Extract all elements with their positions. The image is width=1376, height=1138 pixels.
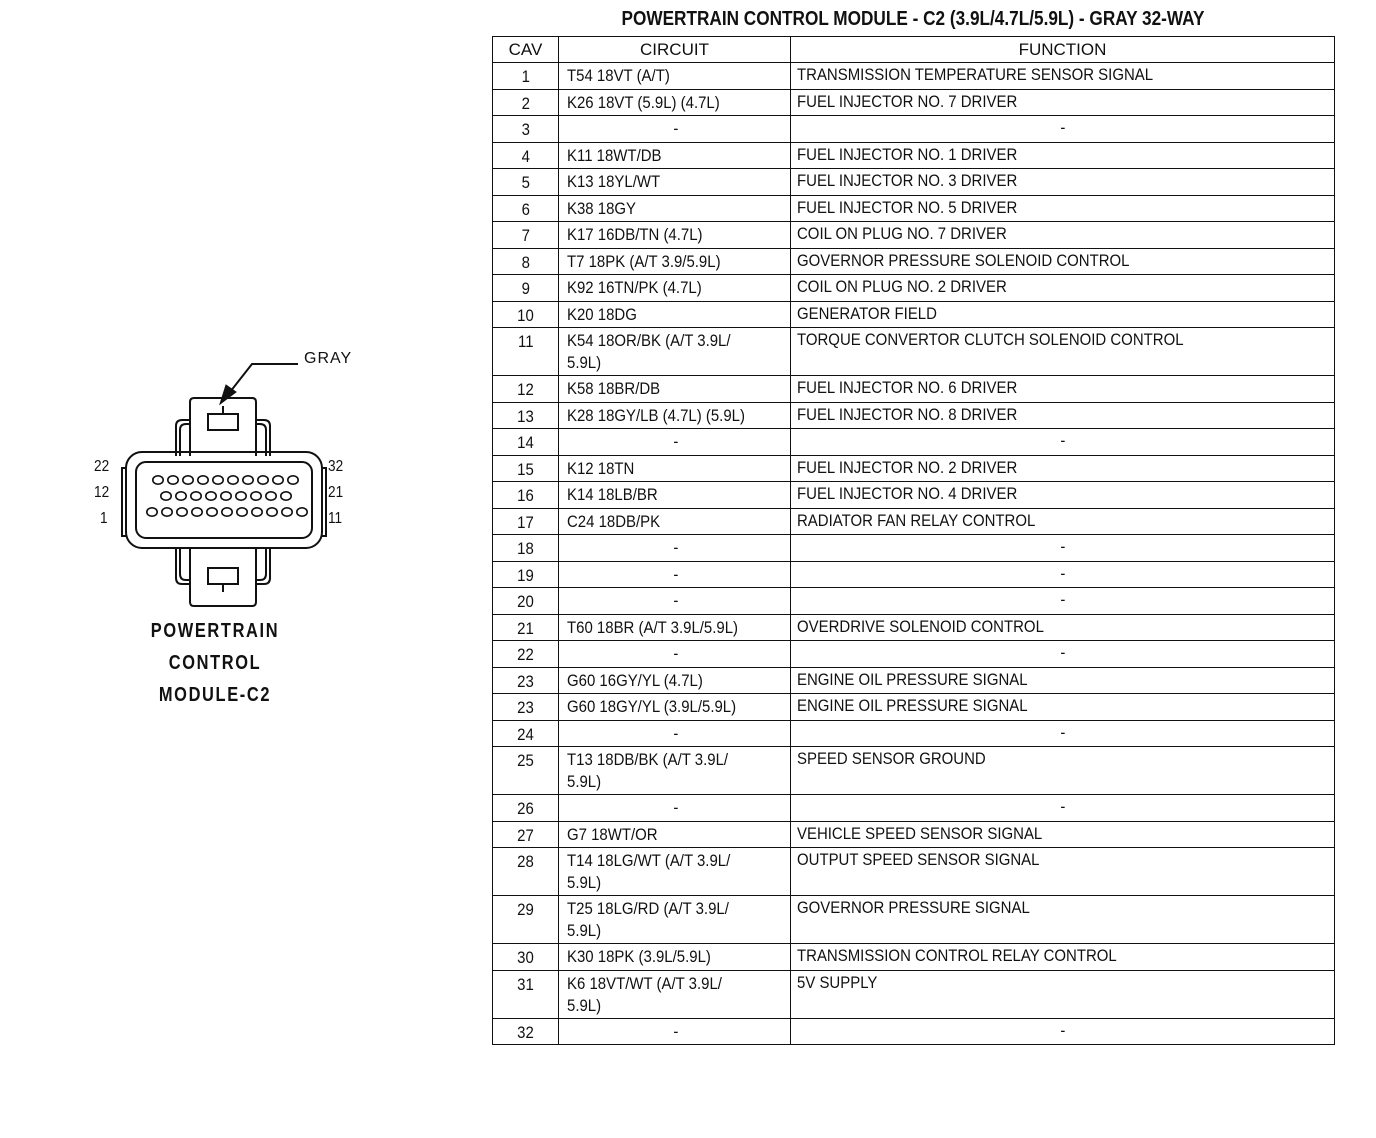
pinout-table: [492, 36, 1335, 1045]
function-cell: [791, 944, 1335, 971]
circuit-cell: [559, 747, 791, 795]
cav-cell: [493, 222, 559, 249]
table-row: [493, 142, 1335, 169]
circuit-cell: [559, 63, 791, 90]
circuit-cell: [559, 588, 791, 615]
pin-cavity: [153, 476, 163, 484]
circuit-cell-text: C24 18DB/PK: [567, 511, 661, 531]
cav-cell-text: 24: [517, 724, 534, 744]
function-cell-text: TORQUE CONVERTOR CLUTCH SOLENOID CONTROL: [797, 330, 1184, 349]
cav-cell: [493, 429, 559, 456]
table-row: [493, 944, 1335, 971]
table-row: [493, 402, 1335, 429]
cav-cell: [493, 116, 559, 143]
table-row: [493, 970, 1335, 1018]
table-row: [493, 896, 1335, 944]
function-cell: [791, 694, 1335, 721]
circuit-cell-text: -: [672, 798, 678, 817]
circuit-cell-text: K11 18WT/DB: [567, 145, 662, 165]
circuit-cell: [559, 248, 791, 275]
table-row: [493, 455, 1335, 482]
cav-cell: [493, 848, 559, 896]
table-row: [493, 169, 1335, 196]
circuit-cell-text: -: [672, 432, 678, 451]
function-cell-text: OUTPUT SPEED SENSOR SIGNAL: [797, 850, 1040, 869]
circuit-cell: [559, 795, 791, 822]
function-cell: [791, 195, 1335, 222]
table-row: [493, 720, 1335, 747]
table-row: [493, 747, 1335, 795]
cav-cell-text: 25: [517, 751, 534, 770]
table-row: [493, 821, 1335, 848]
circuit-cell: [559, 301, 791, 328]
circuit-cell-text: -: [672, 564, 678, 584]
header-cav: CAV: [493, 37, 559, 63]
function-cell: [791, 248, 1335, 275]
cav-cell-text: 15: [517, 459, 534, 479]
cav-cell: [493, 508, 559, 535]
pin-cavity: [297, 508, 307, 516]
circuit-cell-text: T13 18DB/BK (A/T 3.9L/ 5.9L): [567, 750, 729, 791]
pin-label-21: 21: [328, 484, 344, 501]
pin-cavity: [222, 508, 232, 516]
circuit-cell-text: K38 18GY: [567, 198, 637, 218]
pin-cavity: [206, 492, 216, 500]
function-cell: [791, 970, 1335, 1018]
circuit-cell-text: K30 18PK (3.9L/5.9L): [567, 947, 711, 966]
pin-cavity: [267, 508, 277, 516]
function-cell-text: -: [1059, 563, 1065, 583]
cav-cell: [493, 561, 559, 588]
cav-cell-text: 32: [517, 1022, 534, 1042]
cav-cell-text: 23: [517, 671, 534, 691]
cav-cell-text: 20: [517, 592, 534, 611]
cav-cell: [493, 1018, 559, 1045]
pin-cavity: [258, 476, 268, 484]
function-cell: [791, 535, 1335, 562]
function-cell-text: -: [1059, 722, 1065, 742]
function-cell: [791, 116, 1335, 143]
function-cell: [791, 641, 1335, 668]
cav-cell-text: 9: [521, 279, 530, 298]
circuit-cell-text: T54 18VT (A/T): [567, 66, 670, 85]
function-cell: [791, 402, 1335, 429]
table-row: [493, 694, 1335, 721]
circuit-cell: [559, 89, 791, 116]
function-cell: [791, 747, 1335, 795]
cav-cell-text: 7: [521, 226, 530, 245]
circuit-cell-text: -: [672, 119, 678, 138]
circuit-cell-text: -: [672, 538, 678, 557]
circuit-cell: [559, 821, 791, 848]
cav-cell: [493, 275, 559, 302]
table-row: [493, 641, 1335, 668]
circuit-cell-text: K13 18YL/WT: [567, 172, 661, 191]
cav-cell-text: 4: [521, 146, 530, 166]
cav-cell-text: 17: [517, 512, 534, 532]
pin-cavity: [273, 476, 283, 484]
connector-drawing: [80, 340, 380, 620]
circuit-cell-text: K17 16DB/TN (4.7L): [567, 225, 703, 244]
module-caption: [137, 615, 293, 711]
pin-label-12: 12: [94, 484, 110, 501]
function-cell-text: FUEL INJECTOR NO. 4 DRIVER: [797, 484, 1018, 503]
cav-cell: [493, 614, 559, 641]
cav-cell: [493, 402, 559, 429]
circuit-cell: [559, 1018, 791, 1045]
pin-cavities: [147, 476, 307, 516]
gray-leader-line: [230, 364, 298, 392]
circuit-cell-text: K54 18OR/BK (A/T 3.9L/ 5.9L): [567, 331, 731, 372]
cav-cell-text: 27: [517, 825, 534, 845]
function-cell-text: SPEED SENSOR GROUND: [797, 749, 986, 768]
cav-cell-text: 30: [517, 948, 534, 967]
pin-cavity: [176, 492, 186, 500]
function-cell-text: VEHICLE SPEED SENSOR SIGNAL: [797, 823, 1043, 843]
circuit-cell-text: G60 18GY/YL (3.9L/5.9L): [567, 697, 737, 716]
cav-cell: [493, 142, 559, 169]
circuit-cell: [559, 455, 791, 482]
function-cell-text: 5V SUPPLY: [797, 972, 878, 992]
circuit-cell: [559, 508, 791, 535]
function-cell: [791, 455, 1335, 482]
cav-cell: [493, 535, 559, 562]
table-row: [493, 614, 1335, 641]
function-cell: [791, 328, 1335, 376]
pin-cavity: [183, 476, 193, 484]
function-cell-text: TRANSMISSION TEMPERATURE SENSOR SIGNAL: [797, 65, 1154, 84]
function-cell: [791, 169, 1335, 196]
circuit-cell-text: T14 18LG/WT (A/T 3.9L/ 5.9L): [567, 851, 731, 892]
pin-cavity: [191, 492, 201, 500]
function-cell-text: GOVERNOR PRESSURE SOLENOID CONTROL: [797, 250, 1130, 270]
table-row: [493, 248, 1335, 275]
table-row: [493, 561, 1335, 588]
cav-cell-text: 26: [517, 799, 534, 818]
function-cell: [791, 376, 1335, 403]
circuit-cell-text: K92 16TN/PK (4.7L): [567, 278, 702, 297]
circuit-cell: [559, 482, 791, 509]
pin-cavity: [282, 508, 292, 516]
circuit-cell-text: -: [672, 723, 678, 743]
function-cell: [791, 896, 1335, 944]
cav-cell-text: 11: [517, 332, 534, 351]
cav-cell: [493, 821, 559, 848]
pin-label-32: 32: [328, 458, 344, 475]
bottom-latch: [190, 548, 256, 606]
circuit-cell: [559, 328, 791, 376]
circuit-cell: [559, 402, 791, 429]
table-row: [493, 195, 1335, 222]
cav-cell: [493, 482, 559, 509]
function-cell: [791, 508, 1335, 535]
pin-cavity: [221, 492, 231, 500]
pin-cavity: [228, 476, 238, 484]
table-row: [493, 376, 1335, 403]
table-row: [493, 89, 1335, 116]
pin-cavity: [177, 508, 187, 516]
circuit-cell: [559, 561, 791, 588]
function-cell-text: -: [1059, 431, 1065, 450]
circuit-cell: [559, 848, 791, 896]
circuit-cell-text: K28 18GY/LB (4.7L) (5.9L): [567, 405, 745, 425]
cav-cell: [493, 248, 559, 275]
circuit-cell: [559, 429, 791, 456]
circuit-cell: [559, 944, 791, 971]
table-header-row: [493, 37, 1335, 63]
pin-cavity: [147, 508, 157, 516]
circuit-cell-text: K58 18BR/DB: [567, 379, 661, 398]
function-cell: [791, 848, 1335, 896]
cav-cell-text: 29: [517, 900, 534, 919]
function-cell-text: FUEL INJECTOR NO. 2 DRIVER: [797, 457, 1018, 477]
cav-cell: [493, 795, 559, 822]
cav-cell-text: 6: [521, 199, 530, 219]
circuit-cell-text: T7 18PK (A/T 3.9/5.9L): [567, 251, 721, 271]
cav-cell-text: 21: [517, 618, 534, 638]
function-cell-text: ENGINE OIL PRESSURE SIGNAL: [797, 669, 1028, 689]
function-cell: [791, 821, 1335, 848]
cav-cell-text: 13: [517, 406, 534, 426]
cav-cell-text: 1: [521, 67, 530, 86]
connector-diagram: [80, 340, 380, 720]
cav-cell-text: 3: [521, 120, 530, 139]
function-cell-text: FUEL INJECTOR NO. 6 DRIVER: [797, 378, 1018, 397]
function-cell-text: -: [1059, 118, 1065, 137]
function-cell: [791, 89, 1335, 116]
circuit-cell-text: T60 18BR (A/T 3.9L/5.9L): [567, 617, 739, 637]
function-cell-text: FUEL INJECTOR NO. 1 DRIVER: [797, 144, 1018, 164]
pin-cavity: [213, 476, 223, 484]
table-body: [493, 63, 1335, 1045]
circuit-cell: [559, 195, 791, 222]
cav-cell: [493, 195, 559, 222]
function-cell: [791, 1018, 1335, 1045]
circuit-cell-text: K14 18LB/BR: [567, 485, 658, 504]
pin-cavity: [198, 476, 208, 484]
cav-cell-text: 31: [517, 974, 534, 994]
pin-label-11: 11: [328, 510, 343, 527]
cav-cell-text: 8: [521, 252, 530, 272]
cav-cell: [493, 694, 559, 721]
circuit-cell-text: K12 18TN: [567, 458, 635, 478]
function-cell-text: COIL ON PLUG NO. 7 DRIVER: [797, 224, 1007, 243]
pin-label-22: 22: [94, 458, 110, 475]
cav-cell: [493, 63, 559, 90]
cav-cell: [493, 89, 559, 116]
circuit-cell: [559, 896, 791, 944]
function-cell-text: -: [1059, 537, 1065, 556]
table-row: [493, 63, 1335, 90]
pin-cavity: [161, 492, 171, 500]
circuit-cell-text: K6 18VT/WT (A/T 3.9L/ 5.9L): [567, 973, 722, 1015]
cav-cell: [493, 944, 559, 971]
table-row: [493, 482, 1335, 509]
pin-cavity: [236, 492, 246, 500]
cav-cell-text: 10: [517, 305, 534, 325]
circuit-cell-text: G7 18WT/OR: [567, 824, 658, 844]
cav-cell-text: 12: [517, 380, 534, 399]
header-function: FUNCTION: [791, 37, 1335, 63]
pin-cavity: [251, 492, 261, 500]
module-caption-line-2: CONTROL: [168, 652, 262, 674]
cav-cell-text: 28: [517, 852, 534, 871]
function-cell: [791, 795, 1335, 822]
cav-cell-text: 14: [517, 433, 534, 452]
circuit-cell: [559, 720, 791, 747]
function-cell-text: TRANSMISSION CONTROL RELAY CONTROL: [797, 946, 1117, 965]
cav-cell-text: 2: [521, 93, 530, 113]
cav-cell: [493, 169, 559, 196]
function-cell-text: -: [1059, 797, 1065, 816]
function-cell-text: GENERATOR FIELD: [797, 303, 937, 323]
function-cell: [791, 222, 1335, 249]
circuit-cell: [559, 694, 791, 721]
function-cell: [791, 142, 1335, 169]
function-cell-text: FUEL INJECTOR NO. 7 DRIVER: [797, 91, 1018, 111]
function-cell-text: RADIATOR FAN RELAY CONTROL: [797, 510, 1036, 530]
cav-cell-text: 5: [521, 173, 530, 192]
pin-label-1: 1: [100, 510, 108, 527]
pin-cavity: [192, 508, 202, 516]
table-row: [493, 328, 1335, 376]
circuit-cell: [559, 116, 791, 143]
function-cell: [791, 561, 1335, 588]
circuit-cell-text: T25 18LG/RD (A/T 3.9L/ 5.9L): [567, 899, 729, 940]
function-cell-text: OVERDRIVE SOLENOID CONTROL: [797, 616, 1044, 636]
cav-cell-text: 16: [517, 486, 534, 505]
table-row: [493, 116, 1335, 143]
pin-cavity: [266, 492, 276, 500]
table-row: [493, 275, 1335, 302]
table-row: [493, 222, 1335, 249]
circuit-cell-text: K26 18VT (5.9L) (4.7L): [567, 92, 720, 112]
function-cell: [791, 275, 1335, 302]
circuit-cell-text: -: [672, 1021, 678, 1041]
circuit-cell: [559, 275, 791, 302]
circuit-cell: [559, 142, 791, 169]
cav-cell-text: 19: [517, 565, 534, 585]
cav-cell: [493, 328, 559, 376]
circuit-cell-text: G60 16GY/YL (4.7L): [567, 670, 703, 690]
table-row: [493, 508, 1335, 535]
function-cell-text: -: [1059, 590, 1065, 609]
pin-cavity: [168, 476, 178, 484]
cav-cell: [493, 720, 559, 747]
cav-cell-text: 18: [517, 539, 534, 558]
cav-cell-text: 22: [517, 645, 534, 664]
function-cell-text: FUEL INJECTOR NO. 8 DRIVER: [797, 404, 1018, 424]
pin-cavity: [237, 508, 247, 516]
function-cell-text: GOVERNOR PRESSURE SIGNAL: [797, 898, 1030, 917]
function-cell-text: COIL ON PLUG NO. 2 DRIVER: [797, 277, 1007, 296]
color-label: GRAY: [304, 350, 353, 367]
pin-cavity: [252, 508, 262, 516]
circuit-cell: [559, 970, 791, 1018]
cav-cell-text: 23: [517, 698, 534, 717]
circuit-cell: [559, 222, 791, 249]
function-cell-text: -: [1059, 643, 1065, 662]
circuit-cell-text: -: [672, 644, 678, 663]
cav-cell: [493, 667, 559, 694]
circuit-cell: [559, 376, 791, 403]
cav-cell: [493, 641, 559, 668]
table-row: [493, 535, 1335, 562]
table-row: [493, 848, 1335, 896]
pin-cavity: [207, 508, 217, 516]
function-cell: [791, 720, 1335, 747]
table-row: [493, 795, 1335, 822]
circuit-cell: [559, 641, 791, 668]
circuit-cell: [559, 667, 791, 694]
module-caption-line-1: POWERTRAIN: [150, 620, 280, 642]
cav-cell: [493, 455, 559, 482]
function-cell: [791, 429, 1335, 456]
pin-cavity: [281, 492, 291, 500]
cav-cell: [493, 970, 559, 1018]
circuit-cell: [559, 535, 791, 562]
table-row: [493, 588, 1335, 615]
cav-cell: [493, 896, 559, 944]
table-title: POWERTRAIN CONTROL MODULE - C2 (3.9L/4.7L/5.9L) - GRAY 32-WAY: [621, 8, 1205, 30]
table-row: [493, 1018, 1335, 1045]
module-caption-line-3: MODULE-C2: [158, 684, 272, 706]
cav-cell: [493, 747, 559, 795]
function-cell: [791, 588, 1335, 615]
pin-cavity: [162, 508, 172, 516]
cav-cell: [493, 301, 559, 328]
circuit-cell-text: -: [672, 591, 678, 610]
circuit-cell-text: K20 18DG: [567, 304, 637, 324]
function-cell-text: FUEL INJECTOR NO. 5 DRIVER: [797, 197, 1018, 217]
circuit-cell: [559, 614, 791, 641]
header-circuit: CIRCUIT: [559, 37, 791, 63]
function-cell-text: -: [1059, 1020, 1065, 1040]
function-cell: [791, 63, 1335, 90]
function-cell: [791, 482, 1335, 509]
function-cell: [791, 614, 1335, 641]
table-row: [493, 301, 1335, 328]
pin-cavity: [243, 476, 253, 484]
table-row: [493, 429, 1335, 456]
function-cell-text: ENGINE OIL PRESSURE SIGNAL: [797, 696, 1028, 715]
function-cell: [791, 301, 1335, 328]
table-row: [493, 667, 1335, 694]
function-cell-text: FUEL INJECTOR NO. 3 DRIVER: [797, 171, 1018, 190]
cav-cell: [493, 588, 559, 615]
function-cell: [791, 667, 1335, 694]
circuit-cell: [559, 169, 791, 196]
pin-cavity: [288, 476, 298, 484]
cav-cell: [493, 376, 559, 403]
